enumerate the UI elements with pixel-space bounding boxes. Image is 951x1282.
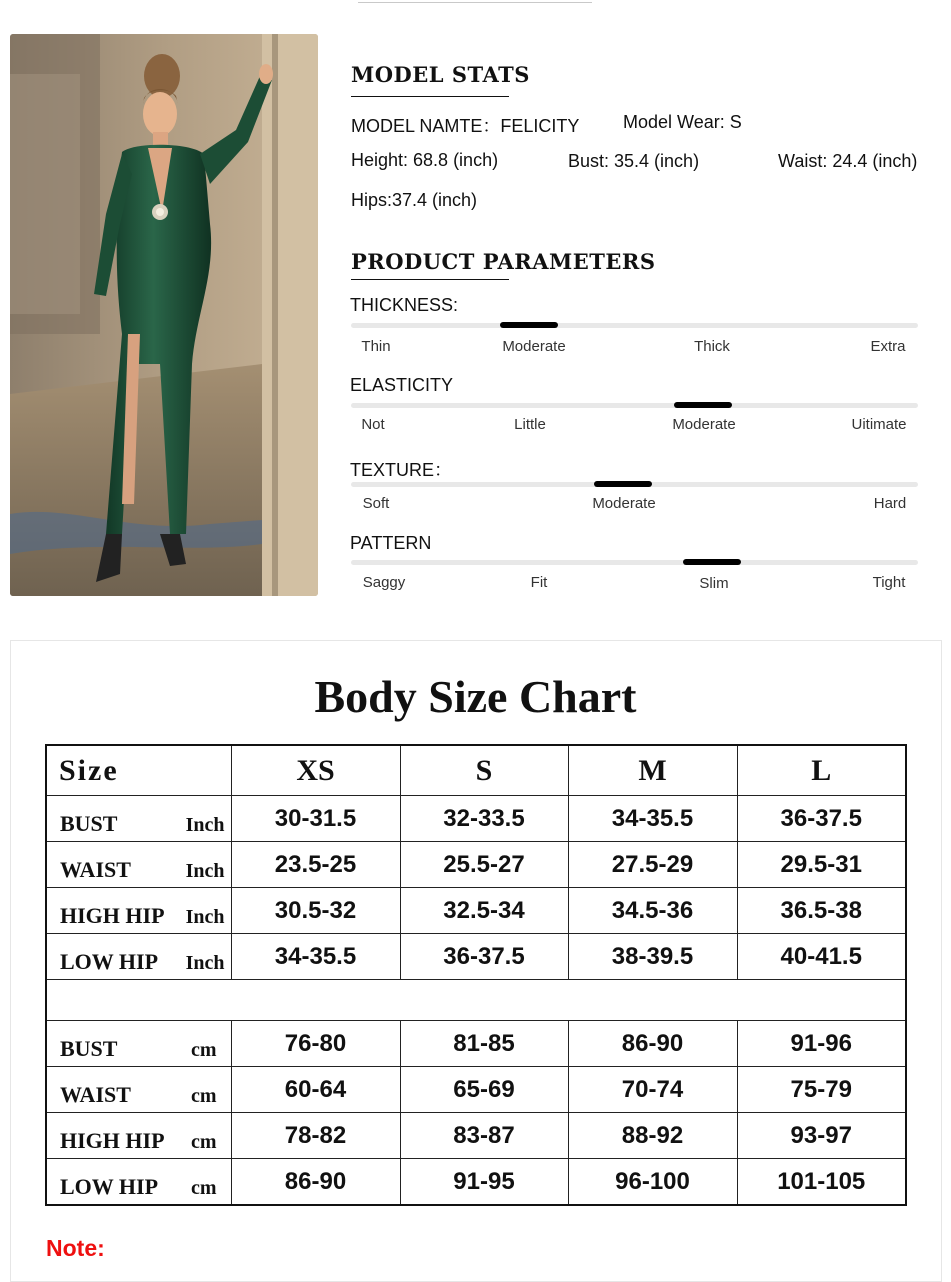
param-pattern-label: PATTERN xyxy=(350,533,432,553)
row-label xyxy=(46,1159,231,1206)
table-cell: 96-100 xyxy=(568,1159,737,1206)
size-column-header: L xyxy=(737,745,906,796)
table-cell: 81-85 xyxy=(400,1021,568,1067)
table-cell: 83-87 xyxy=(400,1113,568,1159)
table-row xyxy=(46,842,906,888)
table-cell: 86-90 xyxy=(568,1021,737,1067)
size-header-row xyxy=(46,745,906,796)
param-pattern-option: Slim xyxy=(699,575,729,592)
size-chart-title: Body Size Chart xyxy=(314,671,637,722)
param-elasticity-option: Moderate xyxy=(672,416,736,433)
size-header: Size xyxy=(46,745,231,796)
table-cell: 34-35.5 xyxy=(231,934,400,980)
param-thickness-track xyxy=(351,323,918,328)
table-cell: 32.5-34 xyxy=(400,888,568,934)
table-cell: 34.5-36 xyxy=(568,888,737,934)
model-name: MODEL NAMTE：FELICITY xyxy=(351,116,580,136)
param-pattern-marker xyxy=(683,559,741,565)
table-spacer-row xyxy=(46,980,906,1021)
measure-unit: Inch xyxy=(185,860,225,882)
param-pattern-option: Saggy xyxy=(362,574,406,591)
size-column-header: XS xyxy=(231,745,400,796)
measure-name: LOW HIP xyxy=(60,949,159,974)
table-cell: 29.5-31 xyxy=(737,842,906,888)
param-texture-option: Soft xyxy=(362,495,390,512)
measure-name: BUST xyxy=(60,1036,118,1061)
table-row xyxy=(46,888,906,934)
product-photo xyxy=(10,34,318,596)
table-cell: 34-35.5 xyxy=(568,796,737,842)
measure-unit: Inch xyxy=(185,814,225,836)
table-row xyxy=(46,1021,906,1067)
table-cell: 36.5-38 xyxy=(737,888,906,934)
measure-unit: cm xyxy=(190,1085,217,1107)
row-label xyxy=(46,1021,231,1067)
note-label: Note: xyxy=(46,1235,105,1261)
table-row xyxy=(46,1159,906,1206)
param-elasticity-marker xyxy=(674,402,732,408)
row-label xyxy=(46,934,231,980)
table-cell: 70-74 xyxy=(568,1067,737,1113)
param-pattern-option: Fit xyxy=(530,574,548,591)
size-chart-table xyxy=(45,744,907,1206)
param-pattern-track xyxy=(351,560,918,565)
table-cell: 101-105 xyxy=(737,1159,906,1206)
param-elasticity-option: Not xyxy=(361,416,385,433)
measure-name: HIGH HIP xyxy=(60,903,165,928)
param-thickness-label: THICKNESS: xyxy=(350,295,459,315)
table-cell: 91-96 xyxy=(737,1021,906,1067)
table-cell: 32-33.5 xyxy=(400,796,568,842)
measure-name: WAIST xyxy=(60,1082,131,1107)
model-stats-title: MODEL STATS xyxy=(351,62,530,87)
measure-name: WAIST xyxy=(60,857,131,882)
param-elasticity-option: Uitimate xyxy=(851,416,907,433)
model-stats-underline xyxy=(351,96,509,97)
model-height: Height: 68.8 (inch) xyxy=(351,150,499,170)
row-label xyxy=(46,796,231,842)
row-label xyxy=(46,1067,231,1113)
param-pattern-option: Tight xyxy=(872,574,906,591)
measure-unit: Inch xyxy=(185,952,225,974)
table-row xyxy=(46,796,906,842)
top-divider xyxy=(358,2,592,3)
param-elasticity-track xyxy=(351,403,918,408)
table-cell: 78-82 xyxy=(231,1113,400,1159)
table-cell: 27.5-29 xyxy=(568,842,737,888)
measure-unit: cm xyxy=(190,1177,217,1199)
model-hips: Hips:37.4 (inch) xyxy=(351,190,478,210)
table-row xyxy=(46,1067,906,1113)
table-cell: 88-92 xyxy=(568,1113,737,1159)
size-column-header: S xyxy=(400,745,568,796)
model-waist: Waist: 24.4 (inch) xyxy=(778,151,918,171)
measure-unit: cm xyxy=(190,1039,217,1061)
measure-name: HIGH HIP xyxy=(60,1128,165,1153)
param-thickness-option: Thin xyxy=(361,338,391,355)
product-parameters-title: PRODUCT PARAMETERS xyxy=(351,249,656,274)
measure-name: LOW HIP xyxy=(60,1174,159,1199)
table-cell: 23.5-25 xyxy=(231,842,400,888)
param-texture-option: Moderate xyxy=(592,495,656,512)
table-cell: 38-39.5 xyxy=(568,934,737,980)
model-illustration xyxy=(10,34,318,596)
measure-name: BUST xyxy=(60,811,118,836)
table-cell: 30.5-32 xyxy=(231,888,400,934)
table-cell: 86-90 xyxy=(231,1159,400,1206)
param-texture-marker xyxy=(594,481,652,487)
size-column-header: M xyxy=(568,745,737,796)
param-texture-option: Hard xyxy=(873,495,907,512)
table-cell: 76-80 xyxy=(231,1021,400,1067)
param-thickness-option: Moderate xyxy=(502,338,566,355)
measure-unit: cm xyxy=(190,1131,217,1153)
table-cell: 93-97 xyxy=(737,1113,906,1159)
table-row xyxy=(46,934,906,980)
table-cell: 30-31.5 xyxy=(231,796,400,842)
param-thickness-marker xyxy=(500,322,558,328)
table-cell: 65-69 xyxy=(400,1067,568,1113)
param-texture-label: TEXTURE： xyxy=(350,460,453,480)
row-label xyxy=(46,1113,231,1159)
model-bust: Bust: 35.4 (inch) xyxy=(568,151,700,171)
product-parameters-underline xyxy=(351,279,509,280)
table-cell: 60-64 xyxy=(231,1067,400,1113)
row-label xyxy=(46,842,231,888)
table-cell: 75-79 xyxy=(737,1067,906,1113)
table-cell: 25.5-27 xyxy=(400,842,568,888)
table-cell: 36-37.5 xyxy=(400,934,568,980)
model-wear: Model Wear: S xyxy=(623,112,742,132)
measure-unit: Inch xyxy=(185,906,225,928)
table-cell: 91-95 xyxy=(400,1159,568,1206)
table-cell: 40-41.5 xyxy=(737,934,906,980)
row-label xyxy=(46,888,231,934)
table-spacer-cell xyxy=(46,980,906,1021)
param-thickness-option: Extra xyxy=(870,338,906,355)
param-thickness-option: Thick xyxy=(694,338,730,355)
param-elasticity-label: ELASTICITY xyxy=(350,375,454,395)
param-elasticity-option: Little xyxy=(514,416,546,433)
table-cell: 36-37.5 xyxy=(737,796,906,842)
table-row xyxy=(46,1113,906,1159)
